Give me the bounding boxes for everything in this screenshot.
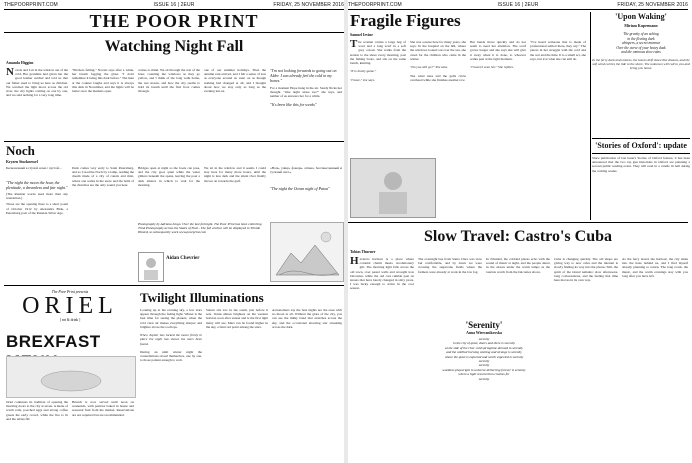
castro-byline: Tobias Thurner xyxy=(350,250,376,254)
issue-number: ISSUE 16 | 2EUR xyxy=(153,1,195,8)
fragile-quote3: "Do you still go?" She asks. xyxy=(410,65,448,70)
aidan-label: Aidan Chevrier xyxy=(166,256,200,261)
stories-header xyxy=(592,138,690,154)
fragile-col-4: "I've heard someone that is made of professional settled there, they say." The pieces in her struggle with the cold and the wet and the time. It is a small act, she says, but it is what she can still do. xyxy=(530,40,586,61)
watching-col-3: comes to mind. We sit through the rest of the hour, counting the windows as they go yellow, and I think of the long walk home, the wet streets, and how the city seems to hold its breath until the first frost comes through. xyxy=(138,68,200,94)
castro-col-3: In Trinidad, the cobbled plazas echo with the sound of music at night, and the people dance in the streets under the warm lamps as the tourists watch from the balconies above. xyxy=(486,257,550,274)
noch-byline: Kryzen Stucknessel xyxy=(6,160,38,164)
noch-quote: "The night the moon the hour, the plenitude, a dreamless and fair night." xyxy=(6,180,68,190)
noch-col-4: We sit in the window and it seems I could stay here for many more hours, until the night is less dark and the silent river finally moves on towards the gulf. xyxy=(204,166,266,183)
issue-number-right: ISSUE 16 | 2EUR xyxy=(497,1,539,8)
breakfast-col-2: Brunch is now served until noon on weekends, with pastries baked in house and seasonal fruit from the market. Reservations are not required but are recommended. xyxy=(72,400,134,417)
waking-byline: Miriam Kupermann xyxy=(624,24,658,28)
castro-title: Slow Travel: Castro's Cuba xyxy=(423,228,612,245)
page-gutter xyxy=(344,0,348,463)
twilight-col-2: Saturn sits low in the south, just before it sets. Venus shines brightest on the western horizon soon after sunset and is the first light many will see. Mars can be found higher in the sky, a faint red point among the stars. xyxy=(206,308,268,329)
fragile-quote2: "I have," she says. xyxy=(350,77,375,82)
castro-col-4: Cuba is changing quickly. The old shops are giving way to new cafes and the internet is slowly finding its way into the plazas. Still, the spirit of the island remains: slow afternoons, long conversations, and the feeling that time here moves in its own way. xyxy=(554,257,618,283)
fragile-byline: Samuel Irvine xyxy=(350,33,373,37)
fragile-photo xyxy=(350,158,436,218)
breakfast-header xyxy=(6,290,134,330)
watching-title: Watching Night Fall xyxy=(104,38,244,55)
watching-byline: Amanda Higgins xyxy=(6,61,34,65)
watching-col-2: "Pitchers falling," Novels says after a while, her breath fogging the glass. "I don't remember it being this dark before." The man at the counter laughs and says it is always this dark in November, and the lights will be better once the markets open. xyxy=(72,68,134,94)
watching-excerpt: "I'm not looking forwards to going out on Alder. I can already feel the cold in my bones." xyxy=(270,68,337,83)
serenity-verse: serenity in the city of quiet, doors and there is serenity at the side of the river cold springtime dressed in serenity and the untilled burning wishing and strange is serenity where the quiet is expected and worth expected is serenity serenity serenity wordless playwright in universe delivering forever is serenity where a light resurrection crashes for serenity xyxy=(442,337,526,381)
fragile-col-1: The woman carries a large bag of wool and a long scarf in a soft grey colour. She walks from the station to the shore every morning, past the fishing boats, and sits on the same bench, knitting. "It is lonely game." "I have," she says. xyxy=(350,40,406,82)
breakfast-brand: The Poor Print presents xyxy=(51,290,89,294)
castro-col-5: As the ferry leaves the harbour, the city sinks into the haze behind us, and I find myself already planning to return. The long roads, the music, and the warm evenings stay with you long after you have left. xyxy=(622,257,688,278)
twilight-col-1: Looking up at the evening sky, a few stars appear through the fading light. Winter is the best time for seeing the planets, when the cold clear air makes everything sharper and brighter above the rooftops. When Jupiter has locked the moon firmly in place the night has shown the stars been found. During an unlit winter night the constellations reveal themselves, one by one, to those patient enough to wait. xyxy=(140,308,202,363)
serenity-block xyxy=(418,320,550,381)
fragile-col-2: She was a nurse here for many years, she says. In the hospital on the hill, where the windows looked out over the sea, she cared for the children who came in the winter. "Do you still go?" She asks. The wind rises and the gulls circle overhead while she finishes another row. xyxy=(410,40,466,82)
stories-title: 'Stories of Oxford': update xyxy=(595,141,687,150)
masthead: THE POOR PRINT xyxy=(4,10,344,33)
twilight-col-3: Astronomers say the best nights are the ones with no moon at all. Without the glare of the city, you can see the milky band that stretches across the sky, and the occasional shooting star streaking across the dark. xyxy=(272,308,342,329)
noch-col-3: Bridges open at night so the boats can pass, and the city goes quiet while the water glitters beneath the spans, leaving the poet a dark silence in which to wait for the morning. xyxy=(138,166,200,187)
castro-col-1: Havana's harbour is a place where colonial charm meets revolutionary grit. The morning light falls across the old town, over pastel walls and wrought iron balconies, while the old cars rumble past on streets that have barely changed in sixty years. I was lucky enough to arrive in the cool season. xyxy=(350,257,414,291)
fragile-title: Fragile Figures xyxy=(350,11,461,30)
noch-left-col: Бесконечный в глухой ночи с пустой… "The night the moon the hour, the plenitude, a dreamless and fair night." (The Russian words used more than any translation.) Those are the opening lines to a short poem of October 1912 by Alexandra Blok, a Petersburg poet of the Russian Silver Age. xyxy=(6,166,68,215)
fragile-col-3: Her hands move quickly and do not seem to need her attention. The scarf grows longer and she says she will give it away when it is done, to whoever walks past at the right moment. "I haven't seen her." She replies. xyxy=(470,40,526,70)
breakfast-heading: BREXFAST xyxy=(6,332,101,351)
noch-note: (The Russian words used more than any translation.) xyxy=(6,192,68,201)
sketch-illustration-icon xyxy=(271,223,343,281)
right-running-header xyxy=(348,0,688,10)
watching-caption: "It's been like this for weeks" xyxy=(270,101,317,107)
castro-col-2: The overnight bus from Santa Clara was slow but comfortable, and by dawn we were crossing the sugarcane fields where the farmers were already at work in the low fog. xyxy=(418,257,482,274)
waking-title: 'Upon Waking' xyxy=(615,12,667,21)
breakfast-col-1: Oriel continues its tradition of opening the morning doors to the city at seven. A menu of warm rolls, poached eggs and strong coffee greets the early crowd, while the fire is lit and the tables fill. xyxy=(6,400,68,421)
site-url[interactable]: THEPOORPRINT.COM xyxy=(4,1,58,8)
watching-col-4: one of our summer holidays. Then the autumn rain arrived, and I felt a sense of loss as everyone around us went on as though nothing had changed at all, and I thought about how we stay only as long as the evening lets us. xyxy=(204,68,266,94)
oriel-logo: ORIEL xyxy=(22,293,118,319)
noch-caption: "The night the Ocean night of Patoa" xyxy=(270,186,330,191)
issue-date-right: FRIDAY, 25 NOVEMBER 2016 xyxy=(617,1,688,8)
left-running-header xyxy=(4,0,344,10)
breakfast-subtitle: [ eat & drink ] xyxy=(59,318,81,322)
fragile-quote: "It is lonely game." xyxy=(350,69,377,74)
noch-right-col: «Ночь, улица, фонарь, аптека, бессмысленный и тусклый свет.» "The night the Ocean night of Patoa" xyxy=(270,166,342,191)
twilight-title: Twilight Illuminations xyxy=(140,290,264,305)
watching-col-1: Novels and I sit in the window out of the cold. Her grandma had given her the good leather satchel and told us that our father used to bring us here as children. We watched the light move across the old river, the city lights coming on one by one, and we said nothing for a very long time. xyxy=(6,68,68,98)
waking-verse-rest: In the ferry dark and restless, the leaves drift down like dreams, and the soft wind carries the tide to the shore. The unknown will call to you and bring you home. xyxy=(592,58,690,71)
issue-date: FRIDAY, 25 NOVEMBER 2016 xyxy=(273,1,344,8)
portrait-icon xyxy=(138,252,164,282)
fragile-quote4: "I haven't seen her." She replies. xyxy=(470,65,514,70)
illustration-caption: Photography by Adriana Lingo. Over the last fortnight. The Poor Print has been collecting Trink Photography across the States of Dust - The full archive will be displayed in Trinide Hosted, so subsequently work www.poorprint.com xyxy=(138,222,262,234)
illustration-frame xyxy=(270,222,344,282)
stories-body: Since publication of last issue's Stories of Oxford feature, it has been announced that the two top gun historians in Oxford are planning a second public reading event. They will read in a candle lit hall during the coming weeks. xyxy=(592,156,690,173)
site-url-right[interactable]: THEPOORPRINT.COM xyxy=(348,1,402,8)
watching-quote-block: "I'm not looking forwards to going out on Alder. I can already feel the cold in my bones." For a moment Hope hung in the air. Sandy flicks her thought. "One night alone too?" she says, and neither of us answers her for a while. "It's been like this for weeks" xyxy=(270,68,342,107)
serenity-byline: Anna Wiercznikovska xyxy=(466,331,502,335)
noch-col-2: Dark comes very early to Saint Petersburg, and so I read the Noch by a lamp, reading the dream made of a city of canals and mist, where one walks in the snow and the bells of the churches are the only sound you hear. xyxy=(72,166,134,187)
breakfast-image xyxy=(6,356,136,398)
twilight-pullquote: When Jupiter has locked the moon firmly in place the night has shown the stars been found. xyxy=(140,333,202,346)
serenity-title: 'Serenity' xyxy=(465,320,503,330)
waking-verse: The gravity of an aching in the fleeting dark whispers, a secret murmur Over the curve of your heavy dusk and the ominous slow rains xyxy=(616,32,666,54)
noch-title: Noch xyxy=(6,143,35,158)
